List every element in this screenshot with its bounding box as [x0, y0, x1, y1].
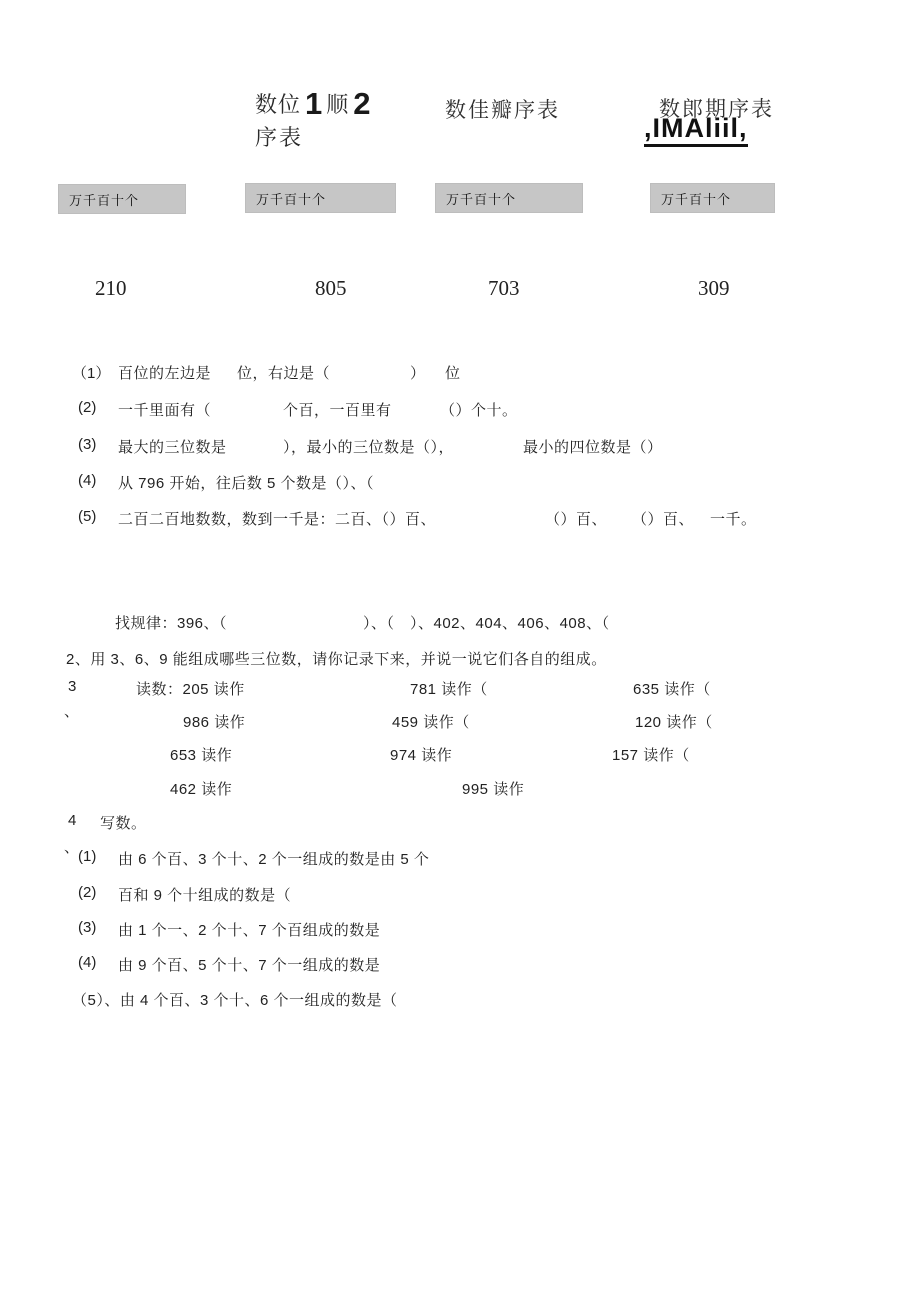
reading-r1-c: 635 读作（: [633, 681, 711, 698]
writing-3-text: 由 1 个一、2 个十、7 个百组成的数是: [118, 922, 381, 939]
reading-r4-b: 995 读作: [462, 781, 525, 798]
question-2-number: (2): [78, 399, 97, 416]
column-title-1-line2: 序表: [255, 125, 304, 150]
place-value-box-2: [245, 183, 396, 213]
question-1-number: （1）: [72, 365, 111, 382]
writing-4-text: 由 9 个百、5 个十、7 个一组成的数是: [118, 957, 381, 974]
question-1-text-c: ）: [410, 365, 426, 382]
question-2-text-b: 个百，一百里有: [283, 402, 392, 419]
title1-digit-2: 2: [353, 86, 371, 121]
reading-section-number: 3: [68, 678, 77, 695]
reading-r3-c: 157 读作（: [612, 747, 690, 764]
number-703: 703: [488, 276, 520, 300]
reading-r1-a: 读数：205 读作: [136, 681, 245, 698]
writing-1-text: 由 6 个百、3 个十、2 个一组成的数是由 5 个: [118, 851, 430, 868]
writing-2-number: (2): [78, 884, 97, 901]
number-805: 805: [315, 276, 347, 300]
place-value-box-3: [435, 183, 583, 213]
reading-section-comma: 、: [64, 703, 80, 720]
reading-r3-a: 653 读作: [170, 747, 233, 764]
place-value-label: 万千百十个: [661, 191, 732, 207]
number-309: 309: [698, 276, 730, 300]
title1-text-b: 顺: [326, 92, 350, 117]
reading-r2-b: 459 读作（: [392, 714, 470, 731]
question-2-text-c: （）个十。: [440, 402, 518, 419]
place-value-label: 万千百十个: [69, 192, 140, 208]
question-3-text-a: 最大的三位数是: [118, 439, 227, 456]
writing-section-title: 写数。: [100, 815, 147, 832]
question-5-text-b: （）百、: [545, 511, 608, 528]
question-5-text-a: 二百二百地数数，数到一千是：二百、（）百、: [118, 511, 437, 528]
writing-4-number: (4): [78, 954, 97, 971]
writing-section-comma: 、: [64, 839, 80, 856]
question-3-text-c: 最小的四位数是（）: [523, 439, 663, 456]
reading-r2-a: 986 读作: [183, 714, 246, 731]
pattern-text-b: ）、（ ）、402、404、406、408、（: [363, 615, 610, 632]
compose-line: 2、用 3、6、9 能组成哪些三位数，请你记录下来，并说一说它们各自的组成。: [66, 651, 607, 668]
title1-text-a: 数位: [255, 92, 302, 117]
number-210: 210: [95, 276, 127, 300]
column-title-1: [255, 86, 375, 122]
reading-r4-a: 462 读作: [170, 781, 233, 798]
place-value-label: 万千百十个: [256, 191, 327, 207]
writing-2-text: 百和 9 个十组成的数是（: [118, 887, 292, 904]
writing-1-number: (1): [78, 848, 97, 865]
column-title-3-scrawl: ,IMAliil,: [644, 113, 748, 147]
writing-5-text: （5）、由 4 个百、3 个十、6 个一组成的数是（: [72, 992, 398, 1009]
reading-r2-c: 120 读作（: [635, 714, 713, 731]
question-1-text-d: 位: [445, 365, 461, 382]
question-3-text-b: ），最小的三位数是（），: [283, 439, 455, 456]
title1-digit-1: 1: [305, 86, 323, 121]
pattern-text-a: 找规律：396、（: [115, 615, 228, 632]
question-1-text-a: 百位的左边是: [118, 365, 212, 382]
question-5-text-d: 一千。: [710, 511, 757, 528]
writing-3-number: (3): [78, 919, 97, 936]
question-4-number: (4): [78, 472, 97, 489]
column-title-3: 数郎期序表: [659, 97, 774, 121]
place-value-box-1: [58, 184, 186, 214]
question-4-text-a: 从 796 开始，往后数 5 个数是（）、（: [118, 475, 375, 492]
question-5-text-c: （）百、: [632, 511, 695, 528]
reading-r1-b: 781 读作（: [410, 681, 488, 698]
writing-section-number: 4: [68, 812, 77, 829]
question-1-text-b: 位，右边是（: [237, 365, 331, 382]
question-2-text-a: 一千里面有（: [118, 402, 212, 419]
reading-r3-b: 974 读作: [390, 747, 453, 764]
place-value-label: 万千百十个: [446, 191, 517, 207]
column-title-2: 数佳瓣序表: [445, 98, 560, 122]
question-3-number: (3): [78, 436, 97, 453]
place-value-box-4: [650, 183, 775, 213]
question-5-number: (5): [78, 508, 97, 525]
